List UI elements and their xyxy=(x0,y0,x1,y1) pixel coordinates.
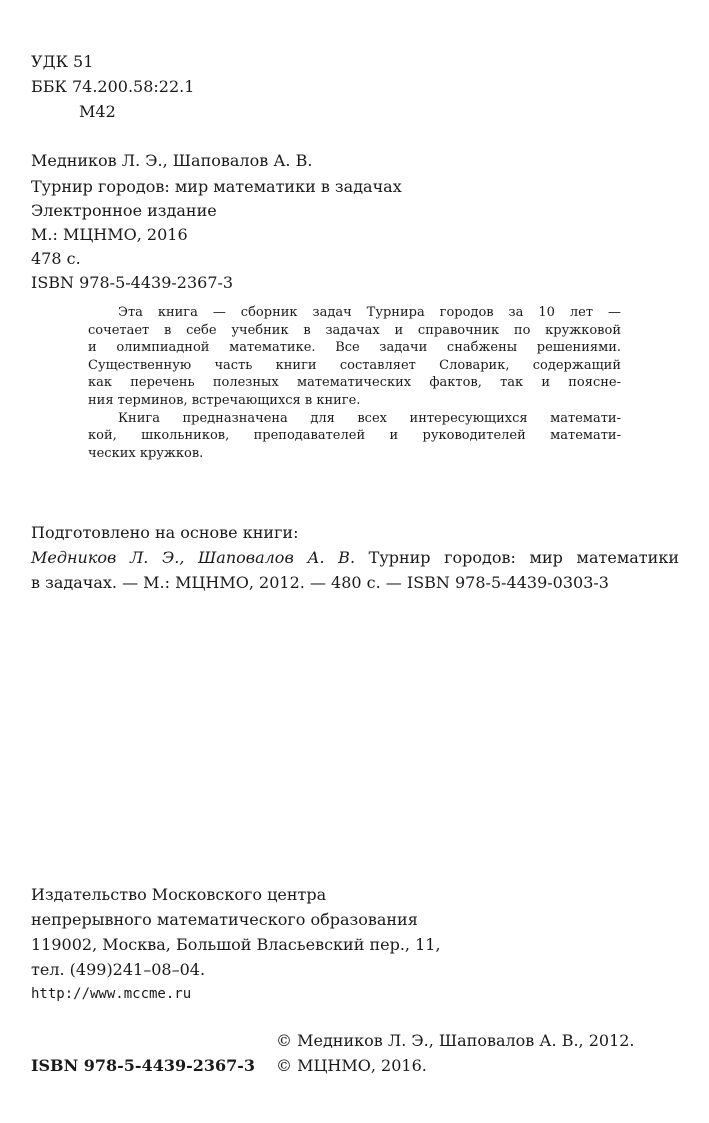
copyright-authors: © Медников Л. Э., Шаповалов А. В., 2012. xyxy=(276,1031,635,1050)
publisher-address: 119002, Москва, Большой Власьевский пер., 11, xyxy=(31,935,441,954)
abstract-line: ния терминов, встречающихся в книге. xyxy=(88,392,361,408)
publisher-line-2: непрерывного математического образования xyxy=(31,910,418,929)
abstract-line: как перечень полезных математических фактов, так и поясне- xyxy=(88,375,621,391)
footer-isbn: ISBN 978-5-4439-2367-3 xyxy=(31,1056,256,1075)
abstract-line: Существенную часть книги составляет Словарик, содержащий xyxy=(88,357,621,373)
abstract-line: Книга предназначена для всех интересующихся математи- xyxy=(118,410,621,426)
catalog-title: Турнир городов: мир математики в задачах xyxy=(31,177,402,196)
source-line-2: в задачах. — М.: МЦНМО, 2012. — 480 с. — ISBN 978-5-4439-0303-3 xyxy=(31,573,609,592)
catalog-authors: Медников Л. Э., Шаповалов А. В. xyxy=(31,151,313,170)
catalog-edition: Электронное издание xyxy=(31,201,217,220)
bbk-code: ББК 74.200.58:22.1 xyxy=(31,77,195,96)
catalog-isbn: ISBN 978-5-4439-2367-3 xyxy=(31,273,234,292)
catalog-pages: 478 с. xyxy=(31,249,81,268)
source-intro: Подготовлено на основе книги: xyxy=(31,523,299,542)
abstract-line: Эта книга — сборник задач Турнира городов за 10 лет — xyxy=(118,305,621,320)
abstract xyxy=(88,304,621,462)
source-line-1 xyxy=(31,548,679,568)
abstract-line: ческих кружков. xyxy=(88,445,204,461)
author-mark: М42 xyxy=(79,102,116,121)
source-title-part: Турнир городов: мир математики xyxy=(355,548,679,567)
publisher-phone: тел. (499)241–08–04. xyxy=(31,960,206,979)
source-authors: Медников Л. Э., Шаповалов А. В. xyxy=(31,548,356,567)
abstract-line: кой, школьников, преподавателей и руководителей математи- xyxy=(88,428,621,444)
catalog-publisher-year: М.: МЦНМО, 2016 xyxy=(31,225,188,244)
publisher-url[interactable]: http://www.mccme.ru xyxy=(31,986,192,1002)
abstract-line: сочетает в себе учебник в задачах и справочник по кружковой xyxy=(88,322,621,338)
copyright-publisher: © МЦНМО, 2016. xyxy=(276,1056,427,1075)
abstract-line: и олимпиадной математике. Все задачи снабжены решениями. xyxy=(88,340,621,356)
udk-code: УДК 51 xyxy=(31,52,94,71)
publisher-line-1: Издательство Московского центра xyxy=(31,885,327,904)
